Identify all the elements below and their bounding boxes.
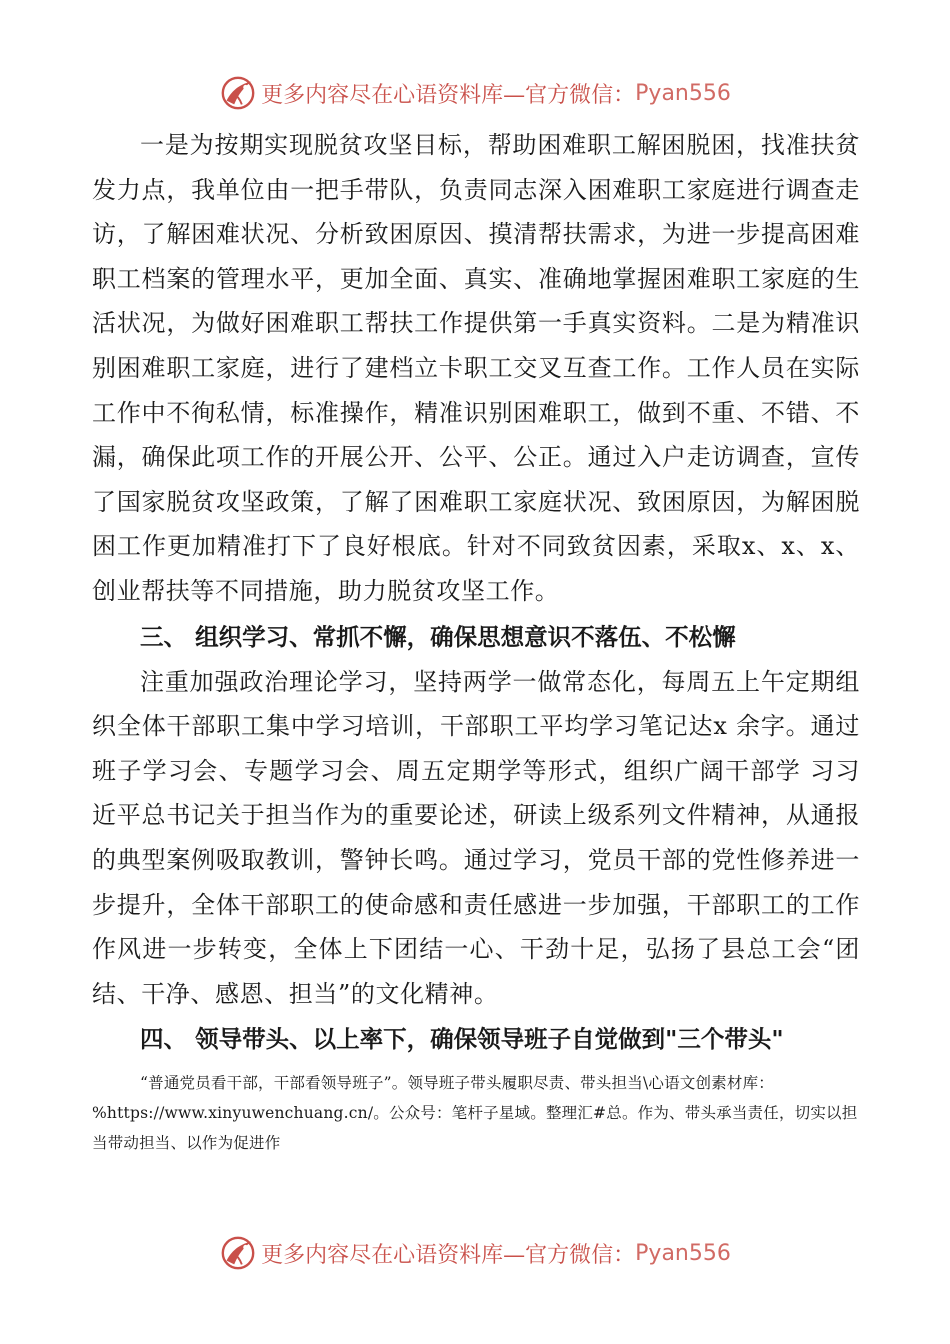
section-heading-three: 三、 组织学习、常抓不懈，确保思想意识不落伍、不松懈: [140, 622, 736, 651]
xinyu-logo-icon: [219, 1234, 257, 1272]
banner-wechat-id: Pyan556: [635, 80, 731, 106]
footer-banner: [0, 1230, 950, 1276]
document-body: [92, 123, 869, 1158]
xinyu-logo-icon: [219, 74, 257, 112]
paragraph-leadership: “普通党员看干部，干部看领导班子”。领导班子带头履职尽责、带头担当\心语文创素材库：%https://www.xinyuwenchuang.cn/。公众号：笔杆子星域。整理汇#总。作为、带头承当责任，切实以担当带动担当、以作为促进作: [92, 1074, 858, 1153]
section-heading-four: 四、 领导带头、以上率下，确保领导班子自觉做到"三个带头": [140, 1025, 784, 1054]
banner-text: 更多内容尽在心语资料库—官方微信：: [261, 82, 636, 108]
paragraph-poverty-work: 一是为按期实现脱贫攻坚目标，帮助困难职工解困脱困，找准扶贫发力点，我单位由一把手带队，负责同志深入困难职工家庭进行调查走访，了解困难状况、分析致困原因、摸清帮扶需求，为进一步提高困难职工档案的管理水平，更加全面、真实、准确地掌握困难职工家庭的生活状况，为做好困难职工帮扶工作提供第一手真实资料。二是为精准识别困难职工家庭，进行了建档立卡职工交叉互查工作。工作人员在实际工作中不徇私情，标准操作，精准识别困难职工，做到不重、不错、不漏，确保此项工作的开展公开、公平、公正。通过入户走访调查，宣传了国家脱贫攻坚政策，了解了困难职工家庭状况、致困原因，为解困脱困工作更加精准打下了良好根底。针对不同致贫因素，采取x、x、x、 创业帮扶等不同措施，助力脱贫攻坚工作。: [92, 131, 869, 605]
banner-wechat-id: Pyan556: [635, 1240, 731, 1266]
header-banner: [0, 70, 950, 116]
banner-text: 更多内容尽在心语资料库—官方微信：: [261, 1242, 636, 1268]
paragraph-study: 注重加强政治理论学习，坚持两学一做常态化，每周五上午定期组织全体干部职工集中学习培训，干部职工平均学习笔记达x 余字。通过班子学习会、专题学习会、周五定期学等形式，组织广阔干部学 习习近平总书记关于担当作为的重要论述，研读上级系列文件精神，从通报的典型案例吸取教训，警钟长鸣。通过学习，党员干部的党性修养进一步提升，全体干部职工的使命感和责任感进一步加强，干部职工的工作作风进一步转变，全体上下团结一心、干劲十足，弘扬了县总工会“团结、干净、感恩、担当”的文化精神。: [92, 667, 860, 1008]
